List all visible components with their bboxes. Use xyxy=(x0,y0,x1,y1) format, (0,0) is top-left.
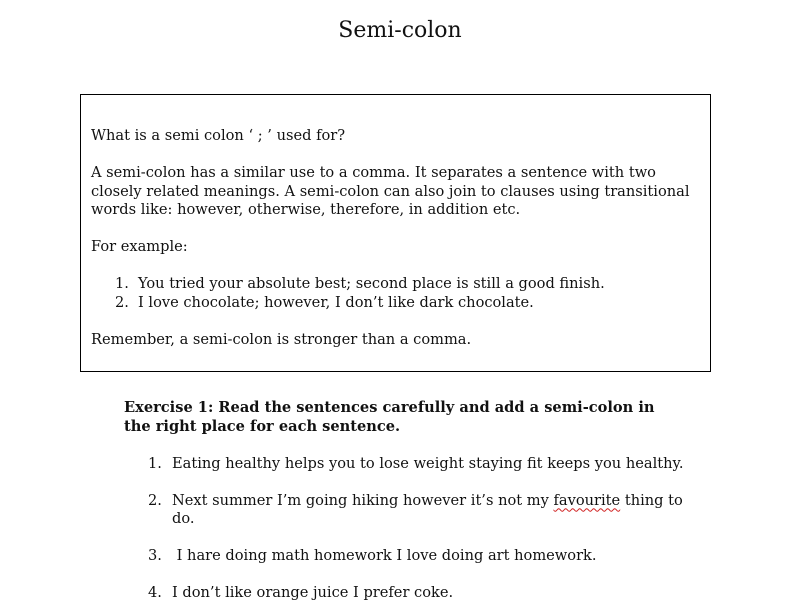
example-number: 1. xyxy=(115,275,129,292)
exercise-text: I don’t like orange juice I prefer coke. xyxy=(172,584,454,600)
exercise-number: 4. xyxy=(148,584,162,600)
example-text: I love chocolate; however, I don’t like dark chocolate. xyxy=(138,293,534,311)
exercise-text xyxy=(172,492,683,528)
exercise-list xyxy=(124,455,684,600)
exercise-item xyxy=(124,492,684,529)
exercise-item xyxy=(124,584,684,600)
document-title: Semi-colon xyxy=(338,18,462,43)
definition-reminder: Remember, a semi-colon is stronger than a comma. xyxy=(91,330,472,348)
example-number: 2. xyxy=(115,293,129,311)
exercise-text: I hare doing math homework I love doing art homework. xyxy=(172,547,597,564)
exercise-text: Eating healthy helps you to lose weight staying fit keeps you healthy. xyxy=(172,454,684,472)
example-item xyxy=(91,275,700,294)
definition-question: What is a semi colon ‘ ; ’ used for? xyxy=(91,127,346,144)
exercise-item xyxy=(124,547,684,566)
example-item xyxy=(91,294,700,313)
exercise-number: 3. xyxy=(148,547,162,564)
spelling-flagged-word[interactable]: favourite xyxy=(553,491,621,509)
exercise-section xyxy=(124,399,684,600)
definition-box xyxy=(80,94,711,372)
exercise-heading: Exercise 1: Read the sentences carefully and add a semi-colon in the right place for each sentence. xyxy=(124,399,655,435)
exercise-text-after: thing to do. xyxy=(172,491,683,527)
exercise-number: 2. xyxy=(148,491,162,509)
example-list xyxy=(91,275,700,312)
exercise-item xyxy=(124,455,684,474)
example-intro: For example: xyxy=(91,238,188,255)
definition-explanation: A semi-colon has a similar use to a comma. It separates a sentence with two closely related meanings. A semi-colon can also join to clauses using transitional words like: however, otherwise, therefore, in addition etc. xyxy=(91,164,690,218)
example-text: You tried your absolute best; second place is still a good finish. xyxy=(138,275,605,292)
exercise-number: 1. xyxy=(148,454,162,472)
exercise-text-before: Next summer I’m going hiking however it’s not my xyxy=(172,491,554,509)
